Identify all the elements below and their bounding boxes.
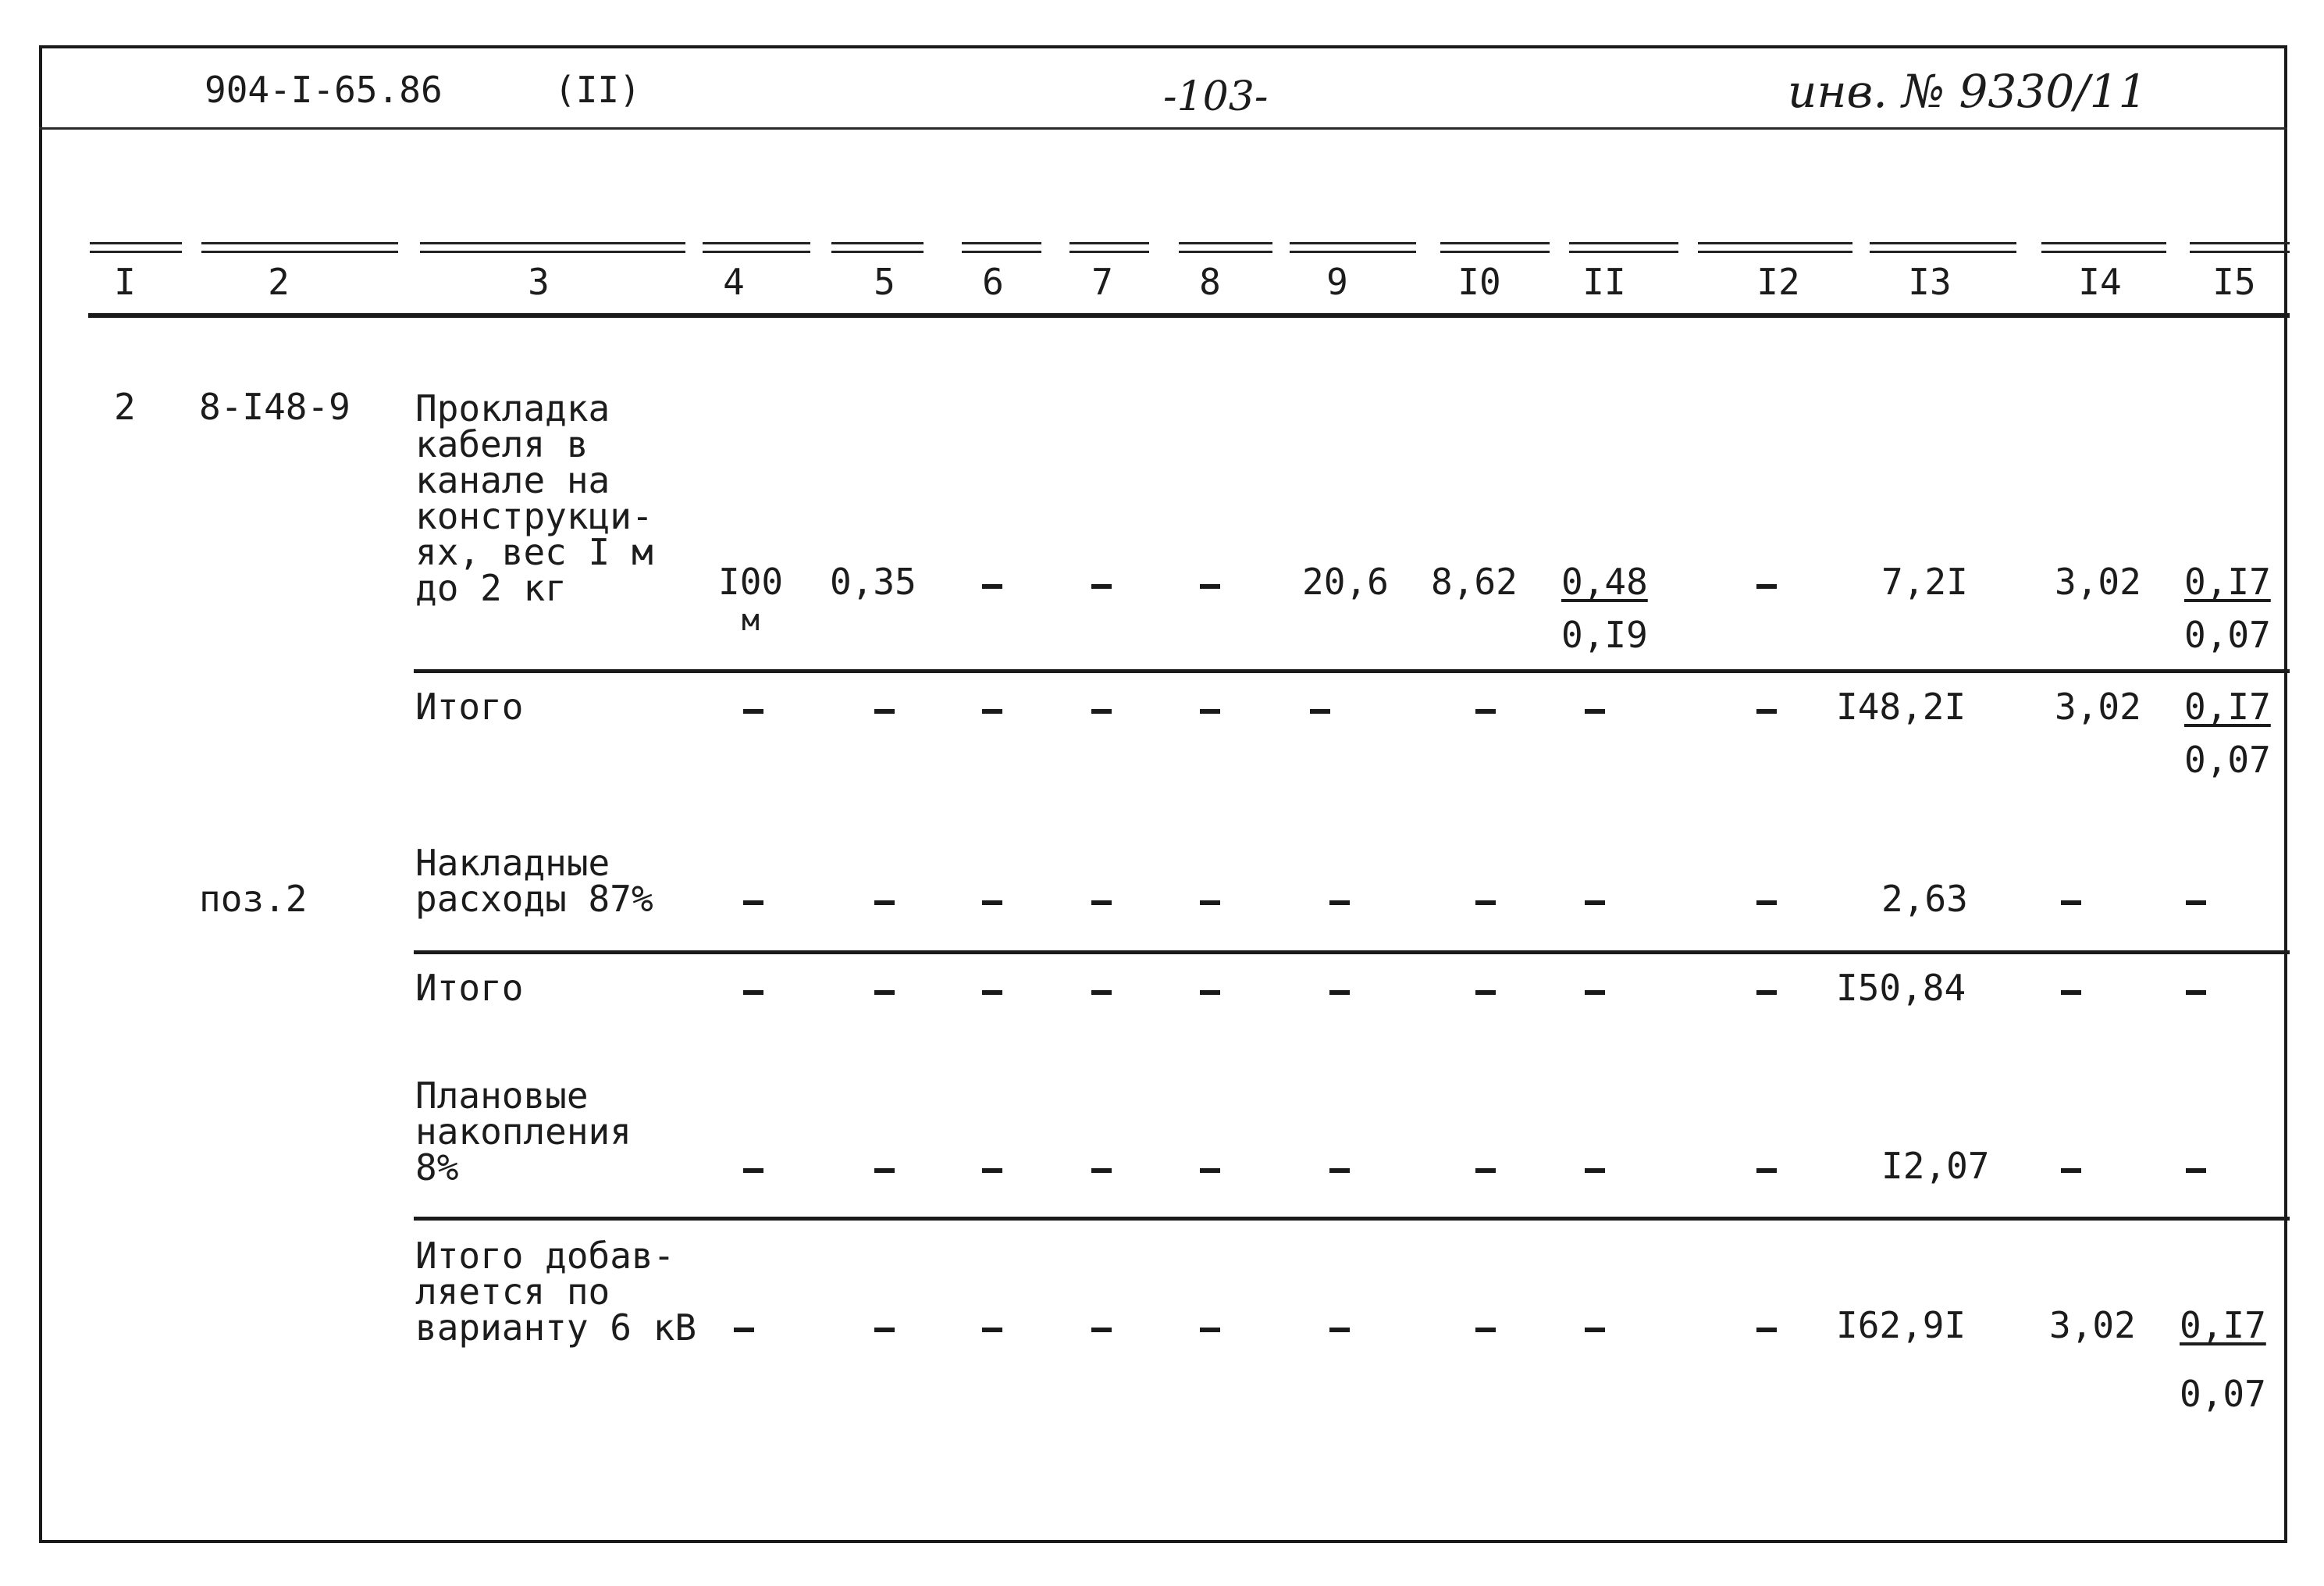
empty-dash [982,584,1002,589]
empty-dash [1329,900,1350,905]
col-header-10: I0 [1457,261,1501,303]
header-rule-segment [1290,242,1416,253]
header-rule-segment [2041,242,2166,253]
empty-dash [2061,990,2081,995]
empty-dash [1091,709,1112,714]
cell-col13: I48,2I [1836,686,1966,728]
empty-dash [982,1328,1002,1332]
header-rule-segment [201,242,398,253]
cell-col13: I50,84 [1836,967,1966,1009]
row-code: 8-I48-9 [199,386,351,428]
empty-dash [1756,990,1777,995]
empty-dash [1091,1328,1112,1332]
empty-dash [982,709,1002,714]
row-description: Итого добав- ляется по варианту 6 кВ [415,1235,697,1349]
empty-dash [1585,1168,1605,1173]
row-rule [414,669,2290,673]
cell-col15-bottom: 0,07 [2180,1373,2266,1415]
cell-col15-bottom: 0,07 [2184,614,2271,656]
empty-dash [1585,900,1605,905]
col-header-7: 7 [1091,261,1113,303]
empty-dash [1329,1168,1350,1173]
empty-dash [1091,584,1112,589]
empty-dash [874,990,895,995]
row-number: 2 [114,386,136,428]
cell-col11-bottom: 0,I9 [1561,614,1648,656]
empty-dash [1475,1328,1496,1332]
cell-col13: 7,2I [1881,561,1968,603]
empty-dash [2061,1168,2081,1173]
row-description: Итого [415,967,524,1009]
empty-dash [982,900,1002,905]
cell-col14: 3,02 [2055,686,2141,728]
cell-col4-unit: м [742,603,760,637]
empty-dash [1756,900,1777,905]
empty-dash [1475,900,1496,905]
row-description: Прокладка кабеля в канале на конструкци- ях, вес I м до 2 кг [415,387,653,609]
empty-dash [1091,900,1112,905]
cell-col10: 8,62 [1431,561,1518,603]
empty-dash [1475,990,1496,995]
empty-dash [743,1168,763,1173]
row-rule [414,1217,2290,1221]
cell-col13: I62,9I [1836,1304,1966,1346]
header-divider [39,127,2287,130]
col-header-6: 6 [982,261,1004,303]
empty-dash [1200,1328,1220,1332]
empty-dash [1756,709,1777,714]
empty-dash [1091,990,1112,995]
empty-dash [1329,990,1350,995]
header-rule-segment [1569,242,1678,253]
cell-col14: 3,02 [2049,1304,2136,1346]
empty-dash [1200,1168,1220,1173]
header-rule-segment [1069,242,1149,253]
empty-dash [2061,900,2081,905]
empty-dash [734,1328,754,1332]
header-rule-segment [703,242,810,253]
header-rule-segment [90,242,182,253]
empty-dash [2186,900,2206,905]
empty-dash [1329,1328,1350,1332]
empty-dash [743,709,763,714]
cell-col4: I00 [718,561,784,603]
cell-col14: 3,02 [2055,561,2141,603]
col-header-4: 4 [723,261,745,303]
row-description: Плановые накопления 8% [415,1075,632,1189]
empty-dash [1756,584,1777,589]
header-rule-segment [1440,242,1550,253]
col-header-12: I2 [1756,261,1800,303]
col-header-11: II [1582,261,1626,303]
empty-dash [2186,1168,2206,1173]
empty-dash [1585,1328,1605,1332]
row-description: Накладные расходы 87% [415,842,653,920]
empty-dash [1200,584,1220,589]
empty-dash [1091,1168,1112,1173]
cell-col15-top: 0,I7 [2180,1304,2266,1346]
header-rule-segment [962,242,1041,253]
empty-dash [1200,709,1220,714]
header-rule-segment [1698,242,1852,253]
empty-dash [982,990,1002,995]
empty-dash [743,990,763,995]
cell-col15-top: 0,I7 [2184,686,2271,728]
empty-dash [1475,1168,1496,1173]
cell-col15-top: 0,I7 [2184,561,2271,603]
column-header-rule [88,313,2290,318]
empty-dash [2186,990,2206,995]
col-header-15: I5 [2212,261,2256,303]
empty-dash [1585,990,1605,995]
header-rule-segment [1179,242,1272,253]
cell-col5: 0,35 [830,561,916,603]
col-header-13: I3 [1908,261,1952,303]
empty-dash [1585,709,1605,714]
col-header-1: I [114,261,136,303]
col-header-9: 9 [1326,261,1348,303]
header-rule-segment [420,242,685,253]
empty-dash [874,1328,895,1332]
cell-col13: I2,07 [1881,1145,1990,1187]
empty-dash [1756,1168,1777,1173]
empty-dash [1200,900,1220,905]
doc-code: 904-I-65.86 [205,69,443,111]
cell-col13: 2,63 [1881,878,1968,920]
col-header-8: 8 [1199,261,1221,303]
empty-dash [1756,1328,1777,1332]
empty-dash [1200,990,1220,995]
cell-col15-bottom: 0,07 [2184,739,2271,781]
empty-dash [874,900,895,905]
cell-col9: 20,6 [1302,561,1389,603]
empty-dash [743,900,763,905]
empty-dash [1475,709,1496,714]
empty-dash [874,709,895,714]
row-rule [414,950,2290,954]
col-header-5: 5 [874,261,895,303]
row-description: Итого [415,686,524,728]
header-rule-segment [1870,242,2016,253]
col-header-14: I4 [2078,261,2122,303]
row-code: поз.2 [199,878,308,920]
col-header-2: 2 [268,261,290,303]
cell-col11-top: 0,48 [1561,561,1648,603]
inventory-number: инв. № 9330/11 [1788,65,2148,118]
col-header-3: 3 [528,261,550,303]
header-rule-segment [2190,242,2290,253]
empty-dash [874,1168,895,1173]
header-rule-segment [831,242,924,253]
empty-dash [982,1168,1002,1173]
section-number: (II) [554,69,641,111]
page-number: -103- [1163,73,1269,120]
empty-dash [1310,709,1330,714]
